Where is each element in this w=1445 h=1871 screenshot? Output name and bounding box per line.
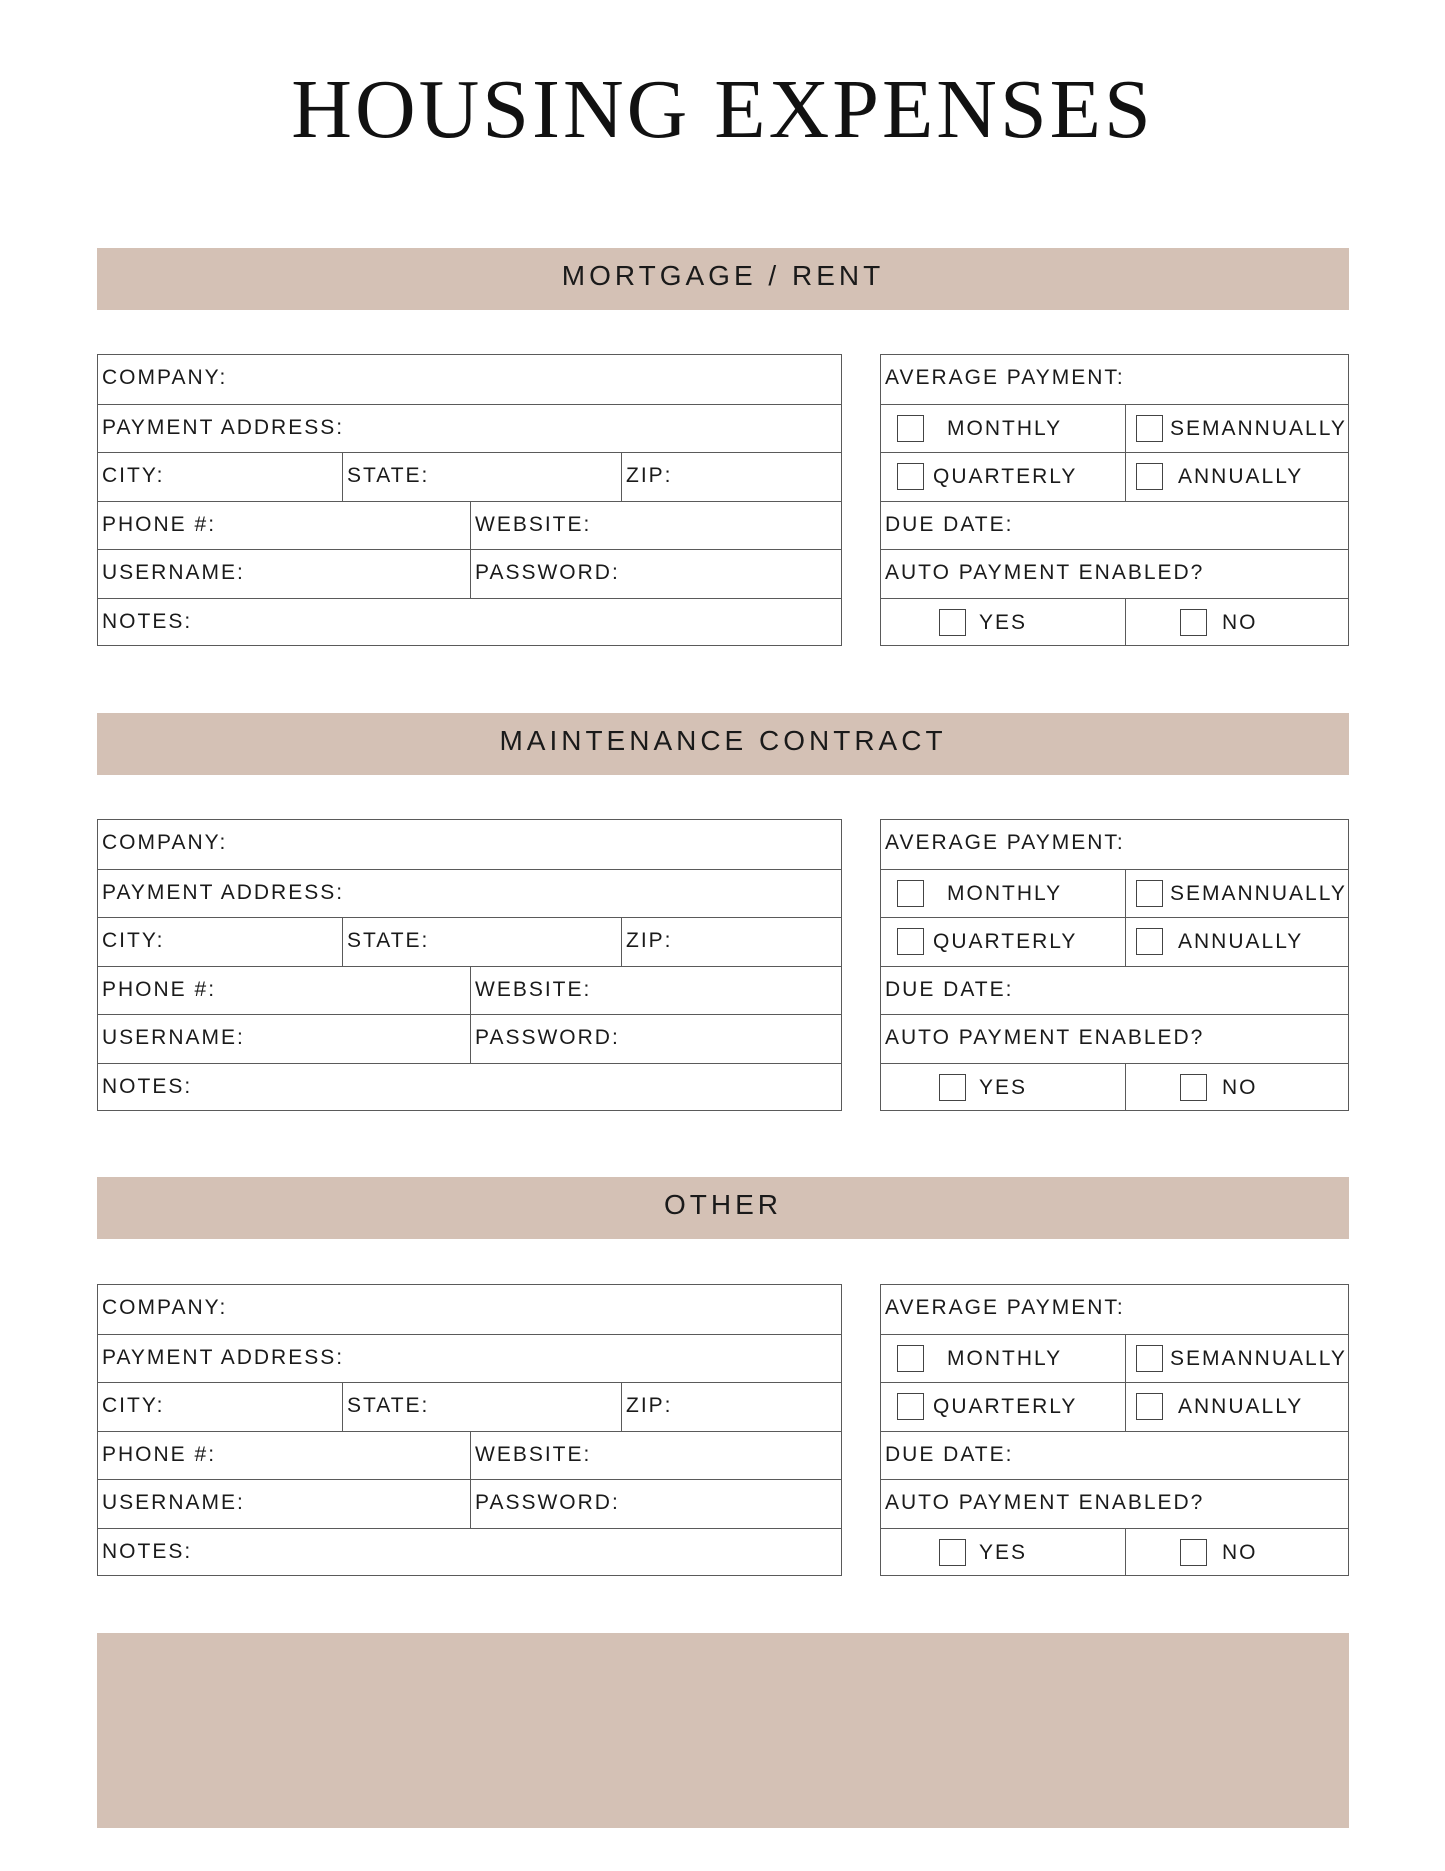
due-date-field[interactable]: DUE DATE: [885,977,1014,1001]
page-title: HOUSING EXPENSES [291,63,1154,156]
yes-label: YES [979,610,1028,634]
contact-table-mortgage-rent [97,354,842,646]
no-checkbox[interactable] [1180,1074,1207,1101]
password-field[interactable]: PASSWORD: [470,1015,841,1063]
semannually-label: SEMANNUALLY [1170,416,1347,440]
yes-checkbox[interactable] [939,609,966,636]
zip-field[interactable]: ZIP: [621,453,841,501]
monthly-checkbox[interactable] [897,1345,924,1372]
semannually-label: SEMANNUALLY [1170,1346,1347,1370]
auto-payment-label: AUTO PAYMENT ENABLED? [885,1491,1205,1514]
phone-field[interactable]: PHONE #: [102,1442,217,1466]
username-field[interactable]: USERNAME: [102,561,245,584]
quarterly-option[interactable] [881,918,1125,966]
yes-checkbox[interactable] [939,1539,966,1566]
quarterly-checkbox[interactable] [897,928,924,955]
no-label: NO [1222,1075,1258,1099]
section-heading-mortgage-rent: MORTGAGE / RENT [97,248,1349,310]
monthly-option[interactable] [881,870,1125,918]
yes-option[interactable] [881,1064,1125,1112]
monthly-option[interactable] [881,1335,1125,1383]
average-payment-field[interactable]: AVERAGE PAYMENT: [885,831,1125,854]
yes-option[interactable] [881,1529,1125,1577]
website-field[interactable]: WEBSITE: [470,1432,841,1480]
username-field[interactable]: USERNAME: [102,1491,245,1514]
monthly-checkbox[interactable] [897,880,924,907]
no-checkbox[interactable] [1180,1539,1207,1566]
yes-label: YES [979,1075,1028,1099]
company-field[interactable]: COMPANY: [102,366,228,389]
average-payment-field[interactable]: AVERAGE PAYMENT: [885,366,1125,389]
quarterly-label: QUARTERLY [933,1395,1078,1418]
zip-field[interactable]: ZIP: [621,1383,841,1431]
section-heading-other: OTHER [97,1177,1349,1239]
contact-table-other [97,1284,842,1576]
notes-field[interactable]: NOTES: [102,609,193,633]
username-field[interactable]: USERNAME: [102,1026,245,1049]
semannually-option[interactable] [1125,1335,1348,1383]
due-date-field[interactable]: DUE DATE: [885,512,1014,536]
annually-label: ANNUALLY [1178,1395,1304,1418]
average-payment-field[interactable]: AVERAGE PAYMENT: [885,1296,1125,1319]
payment-table-maintenance-contract [880,819,1349,1111]
due-date-field[interactable]: DUE DATE: [885,1442,1014,1466]
company-field[interactable]: COMPANY: [102,831,228,854]
payment-address-field[interactable]: PAYMENT ADDRESS: [102,415,345,439]
password-field[interactable]: PASSWORD: [470,550,841,598]
state-field[interactable]: STATE: [342,453,621,501]
no-label: NO [1222,610,1258,634]
city-field[interactable]: CITY: [102,929,165,952]
state-field[interactable]: STATE: [342,1383,621,1431]
semannually-checkbox[interactable] [1136,880,1163,907]
annually-checkbox[interactable] [1136,928,1163,955]
quarterly-label: QUARTERLY [933,465,1078,488]
no-label: NO [1222,1540,1258,1564]
city-field[interactable]: CITY: [102,464,165,487]
password-field[interactable]: PASSWORD: [470,1480,841,1528]
auto-payment-label: AUTO PAYMENT ENABLED? [885,561,1205,584]
website-field[interactable]: WEBSITE: [470,967,841,1015]
annually-label: ANNUALLY [1178,465,1304,488]
payment-address-field[interactable]: PAYMENT ADDRESS: [102,1345,345,1369]
quarterly-label: QUARTERLY [933,930,1078,953]
state-field[interactable]: STATE: [342,918,621,966]
semannually-checkbox[interactable] [1136,415,1163,442]
annually-label: ANNUALLY [1178,930,1304,953]
monthly-label: MONTHLY [947,1346,1063,1370]
section-heading-maintenance-contract: MAINTENANCE CONTRACT [97,713,1349,775]
payment-table-other [880,1284,1349,1576]
semannually-option[interactable] [1125,870,1348,918]
zip-field[interactable]: ZIP: [621,918,841,966]
no-option[interactable] [1125,599,1348,647]
yes-label: YES [979,1540,1028,1564]
monthly-option[interactable] [881,405,1125,453]
notes-field[interactable]: NOTES: [102,1074,193,1098]
quarterly-checkbox[interactable] [897,1393,924,1420]
semannually-checkbox[interactable] [1136,1345,1163,1372]
annually-option[interactable] [1125,453,1348,501]
company-field[interactable]: COMPANY: [102,1296,228,1319]
quarterly-checkbox[interactable] [897,463,924,490]
payment-address-field[interactable]: PAYMENT ADDRESS: [102,880,345,904]
semannually-option[interactable] [1125,405,1348,453]
no-option[interactable] [1125,1529,1348,1577]
no-checkbox[interactable] [1180,609,1207,636]
quarterly-option[interactable] [881,1383,1125,1431]
city-field[interactable]: CITY: [102,1394,165,1417]
semannually-label: SEMANNUALLY [1170,881,1347,905]
annually-option[interactable] [1125,918,1348,966]
annually-checkbox[interactable] [1136,1393,1163,1420]
auto-payment-label: AUTO PAYMENT ENABLED? [885,1026,1205,1049]
footer-band [97,1633,1349,1828]
website-field[interactable]: WEBSITE: [470,502,841,550]
annually-option[interactable] [1125,1383,1348,1431]
monthly-checkbox[interactable] [897,415,924,442]
phone-field[interactable]: PHONE #: [102,977,217,1001]
no-option[interactable] [1125,1064,1348,1112]
contact-table-maintenance-contract [97,819,842,1111]
quarterly-option[interactable] [881,453,1125,501]
notes-field[interactable]: NOTES: [102,1539,193,1563]
phone-field[interactable]: PHONE #: [102,512,217,536]
annually-checkbox[interactable] [1136,463,1163,490]
yes-option[interactable] [881,599,1125,647]
yes-checkbox[interactable] [939,1074,966,1101]
monthly-label: MONTHLY [947,881,1063,905]
monthly-label: MONTHLY [947,416,1063,440]
payment-table-mortgage-rent [880,354,1349,646]
